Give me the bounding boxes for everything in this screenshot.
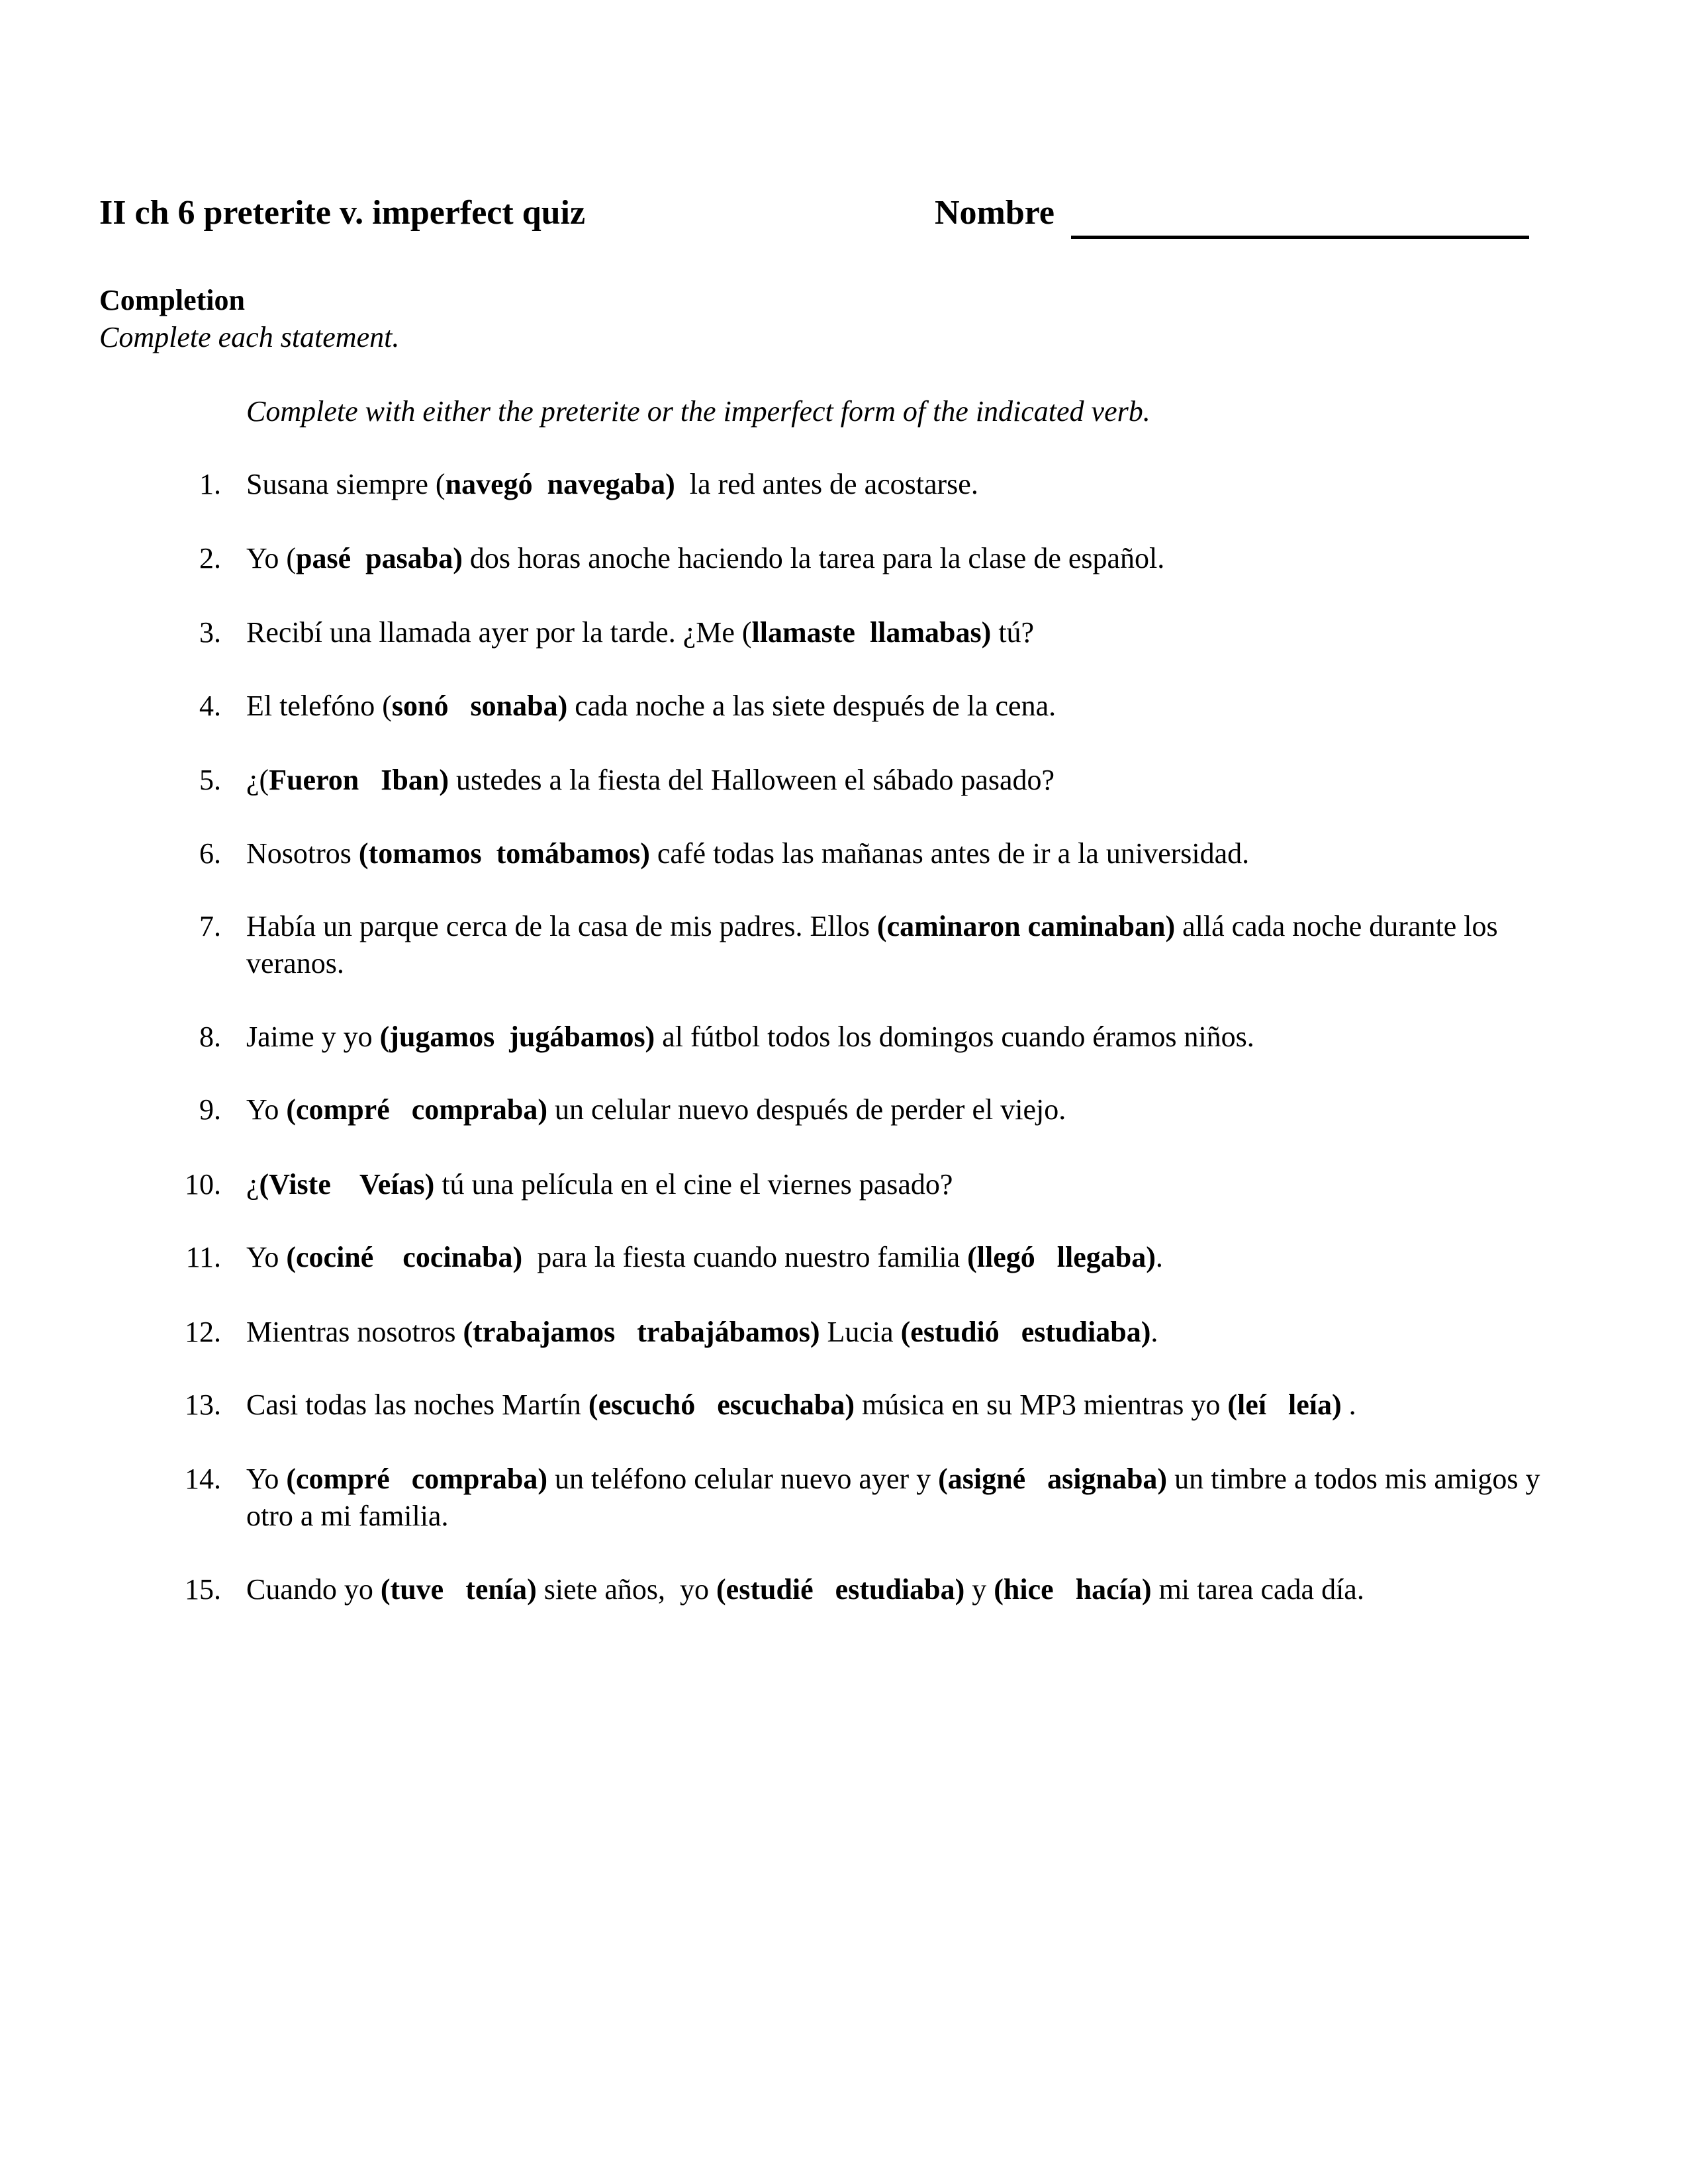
section-heading: Completion: [99, 284, 245, 316]
sentence-fragment: ustedes a la fiesta del Halloween el sábado pasado?: [449, 764, 1055, 796]
sentence-fragment: Yo: [246, 1241, 287, 1273]
question-text: [246, 1166, 1570, 1203]
verb-choice-options[interactable]: (tuve tenía): [380, 1573, 537, 1606]
question-text: [246, 1461, 1570, 1535]
sentence-fragment: .: [1341, 1388, 1356, 1421]
sentence-fragment: al fútbol todos los domingos cuando éramos niños.: [655, 1021, 1254, 1053]
question-number: 4.: [199, 690, 221, 722]
verb-choice-options[interactable]: (cociné cocinaba): [286, 1241, 523, 1273]
question-number: 14.: [185, 1463, 221, 1495]
sentence-fragment: allá cada noche durante los veranos.: [246, 910, 1505, 979]
sentence-fragment: un timbre a todos mis amigos y otro a mi familia.: [246, 1463, 1548, 1532]
verb-choice-options[interactable]: sonó sonaba): [391, 690, 568, 722]
question-text: [246, 1239, 1570, 1276]
question-text: [246, 1091, 1570, 1128]
verb-choice-options[interactable]: Fueron Iban): [269, 764, 449, 796]
verb-choice-options[interactable]: navegó navegaba): [445, 468, 675, 500]
sentence-fragment: .: [1155, 1241, 1163, 1273]
question-text: [246, 1571, 1570, 1608]
sentence-fragment: Yo: [246, 1463, 287, 1495]
sentence-fragment: Había un parque cerca de la casa de mis padres. Ellos: [246, 910, 877, 942]
question-number: 13.: [185, 1388, 221, 1421]
question-number: 11.: [185, 1241, 221, 1273]
question-number: 3.: [199, 616, 221, 649]
sentence-fragment: para la fiesta cuando nuestro familia: [522, 1241, 968, 1273]
verb-choice-options[interactable]: (trabajamos trabajábamos): [463, 1316, 820, 1348]
question-number: 15.: [185, 1573, 221, 1606]
sentence-fragment: Jaime y yo: [246, 1021, 380, 1053]
verb-choice-options[interactable]: (leí leía): [1227, 1388, 1342, 1421]
sentence-fragment: Yo: [246, 1093, 287, 1126]
instructions: Complete with either the preterite or the imperfect form of the indicated verb.: [246, 395, 1150, 428]
sentence-fragment: siete años, yo: [536, 1573, 717, 1606]
question-number: 2.: [199, 542, 221, 574]
section-subheading: Complete each statement.: [99, 321, 400, 353]
verb-choice-options[interactable]: (estudié estudiaba): [716, 1573, 965, 1606]
question-number: 9.: [199, 1093, 221, 1126]
verb-choice-options[interactable]: (llegó llegaba): [967, 1241, 1156, 1273]
sentence-fragment: tú?: [991, 616, 1035, 649]
question-text: [246, 466, 1570, 503]
quiz-title: II ch 6 preterite v. imperfect quiz: [99, 194, 586, 232]
sentence-fragment: ¿: [246, 1168, 259, 1201]
question-number: 6.: [199, 837, 221, 870]
verb-choice-options[interactable]: (compré compraba): [286, 1093, 548, 1126]
question-text: [246, 762, 1570, 799]
sentence-fragment: Lucia: [820, 1316, 901, 1348]
sentence-fragment: dos horas anoche haciendo la tarea para la clase de español.: [462, 542, 1165, 574]
question-number: 1.: [199, 468, 221, 500]
question-number: 12.: [185, 1316, 221, 1348]
verb-choice-options[interactable]: (hice hacía): [994, 1573, 1152, 1606]
sentence-fragment: Yo (: [246, 542, 297, 574]
question-number: 10.: [185, 1168, 221, 1201]
question-number: 5.: [199, 764, 221, 796]
sentence-fragment: música en su MP3 mientras yo: [855, 1388, 1228, 1421]
sentence-fragment: café todas las mañanas antes de ir a la universidad.: [649, 837, 1250, 870]
question-number: 8.: [199, 1021, 221, 1053]
question-text: [246, 908, 1570, 982]
sentence-fragment: un celular nuevo después de perder el viejo.: [547, 1093, 1066, 1126]
sentence-fragment: Susana siempre (: [246, 468, 445, 500]
question-text: [246, 1019, 1570, 1056]
question-number: 7.: [199, 910, 221, 942]
sentence-fragment: cada noche a las siete después de la cena.: [567, 690, 1056, 722]
verb-choice-options[interactable]: (escuchó escuchaba): [588, 1388, 855, 1421]
verb-choice-options[interactable]: (caminaron caminaban): [876, 910, 1176, 942]
verb-choice-options[interactable]: pasé pasaba): [296, 542, 463, 574]
verb-choice-options[interactable]: (Viste Veías): [259, 1168, 435, 1201]
sentence-fragment: Nosotros: [246, 837, 359, 870]
verb-choice-options[interactable]: (compré compraba): [286, 1463, 548, 1495]
name-label: Nombre: [935, 194, 1055, 232]
question-text: [246, 1387, 1570, 1424]
verb-choice-options[interactable]: (asigné asignaba): [938, 1463, 1168, 1495]
sentence-fragment: Mientras nosotros: [246, 1316, 463, 1348]
sentence-fragment: .: [1150, 1316, 1158, 1348]
question-text: [246, 540, 1570, 577]
sentence-fragment: tú una película en el cine el viernes pasado?: [434, 1168, 953, 1201]
verb-choice-options[interactable]: llamaste llamabas): [751, 616, 992, 649]
verb-choice-options[interactable]: (jugamos jugábamos): [379, 1021, 655, 1053]
question-text: [246, 835, 1570, 872]
sentence-fragment: un teléfono celular nuevo ayer y: [547, 1463, 939, 1495]
sentence-fragment: Cuando yo: [246, 1573, 381, 1606]
verb-choice-options[interactable]: (tomamos tomábamos): [358, 837, 650, 870]
sentence-fragment: Recibí una llamada ayer por la tarde. ¿Me (: [246, 616, 752, 649]
sentence-fragment: ¿(: [246, 764, 269, 796]
sentence-fragment: mi tarea cada día.: [1151, 1573, 1364, 1606]
sentence-fragment: y: [964, 1573, 994, 1606]
sentence-fragment: Casi todas las noches Martín: [246, 1388, 588, 1421]
verb-choice-options[interactable]: (estudió estudiaba): [900, 1316, 1151, 1348]
sentence-fragment: la red antes de acostarse.: [675, 468, 978, 500]
question-text: [246, 614, 1570, 651]
sentence-fragment: El telefóno (: [246, 690, 392, 722]
question-text: [246, 1314, 1570, 1351]
name-blank-line[interactable]: [1071, 236, 1529, 239]
question-text: [246, 688, 1570, 725]
